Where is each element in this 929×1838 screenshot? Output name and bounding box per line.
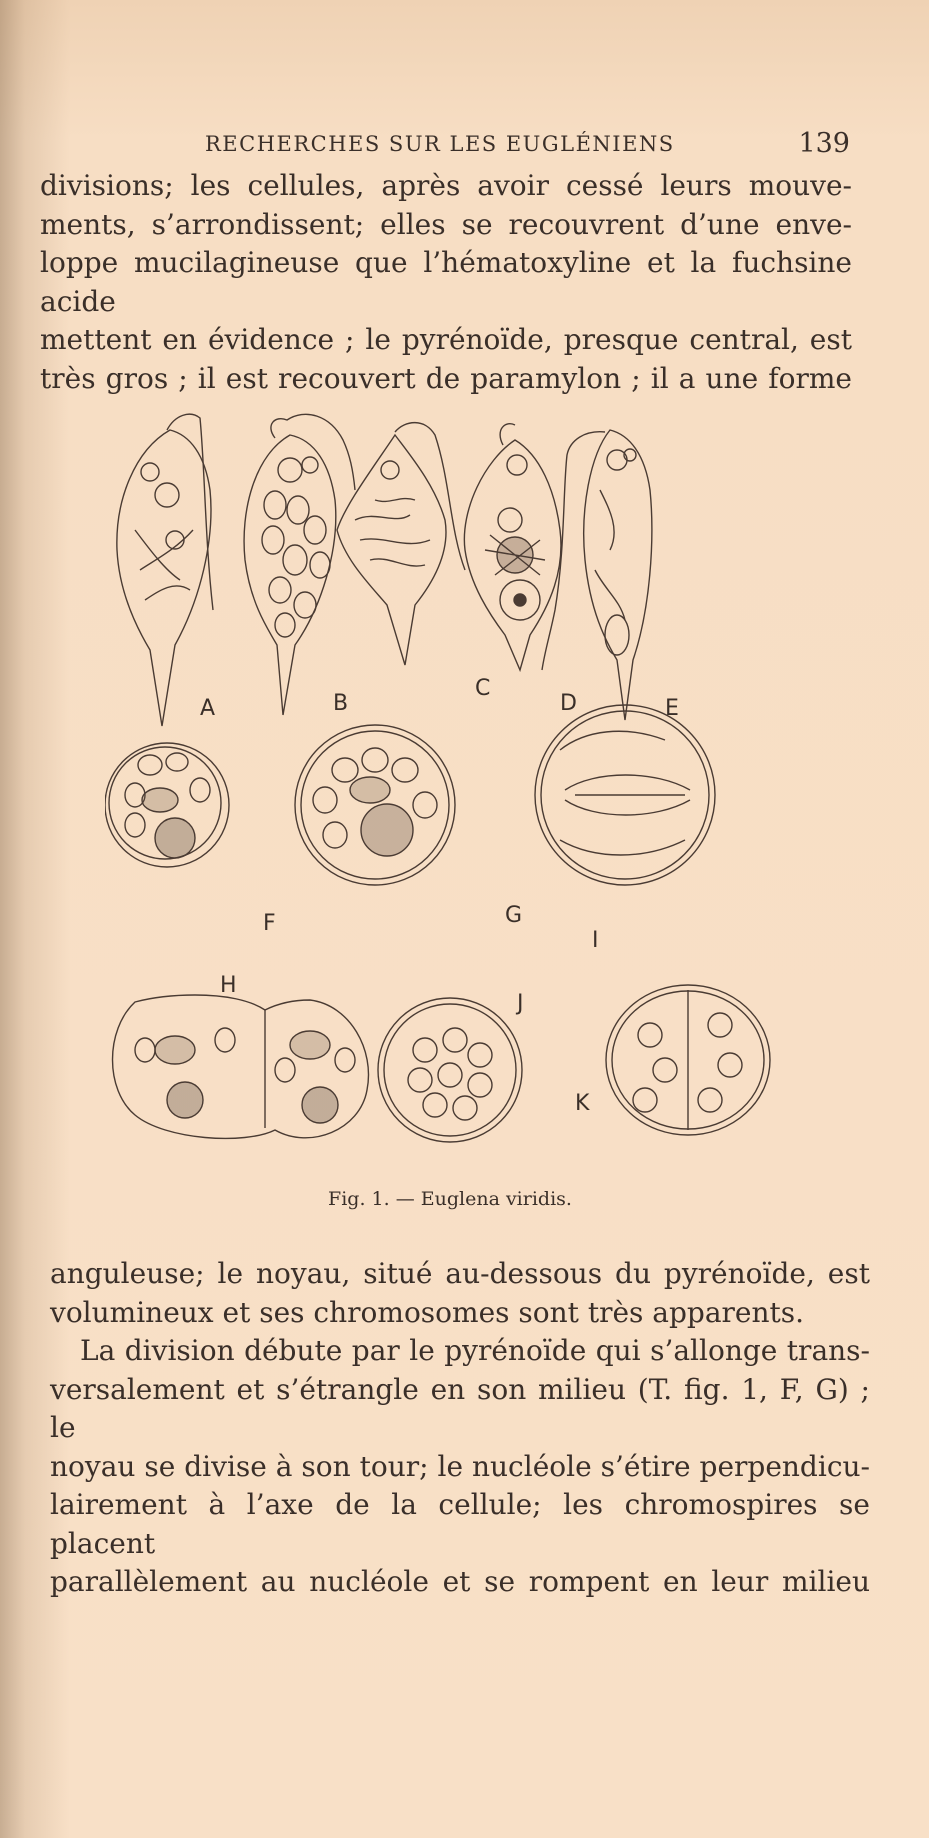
figure-illustration xyxy=(105,410,785,1160)
label-i: I xyxy=(592,928,599,953)
running-title: RECHERCHES SUR LES EUGLÉNIENS xyxy=(205,132,675,156)
running-header xyxy=(200,128,850,162)
label-f: F xyxy=(263,911,276,936)
cell-j-drawing xyxy=(378,998,522,1142)
cell-b-drawing xyxy=(244,414,355,715)
page-number: 139 xyxy=(798,128,850,159)
label-a: A xyxy=(200,696,216,721)
text-line: noyau se divise à son tour; le nucléole s’étire perpendicu- xyxy=(50,1449,870,1483)
cell-c-drawing xyxy=(337,423,465,665)
label-j: J xyxy=(517,991,524,1016)
text-line: parallèlement au nucléole et se rompent en leur milieu xyxy=(50,1565,870,1598)
label-b: B xyxy=(333,691,349,716)
top-paragraph xyxy=(40,167,852,398)
cell-i-drawing xyxy=(535,705,715,885)
label-g: G xyxy=(505,903,523,928)
label-e: E xyxy=(665,696,679,721)
label-k: K xyxy=(575,1091,590,1116)
text-line: La division débute par le pyrénoïde qui s’allonge trans- xyxy=(80,1334,870,1367)
text-line: lairement à l’axe de la cellule; les chromospires se placent xyxy=(50,1488,870,1560)
text-line: très gros ; il est recouvert de paramylon ; il a une forme xyxy=(40,361,852,395)
cell-k-drawing xyxy=(606,985,770,1135)
cell-h-drawing xyxy=(113,995,369,1138)
text-line: loppe mucilagineuse que l’hématoxyline et la fuchsine acide xyxy=(40,246,852,318)
text-line: ments, s’arrondissent; elles se recouvrent d’une enve- xyxy=(40,207,852,241)
caption-text: — Euglena viridis. xyxy=(395,1188,572,1210)
figure-caption xyxy=(280,1188,620,1210)
cell-d-drawing xyxy=(464,424,561,670)
cell-f-drawing xyxy=(105,743,229,867)
text-line: anguleuse; le noyau, situé au-dessous du pyrénoïde, est xyxy=(50,1257,870,1290)
label-c: C xyxy=(475,676,491,701)
text-line: versalement et s’étrangle en son milieu (T. fig. 1, F, G) ; le xyxy=(50,1372,870,1444)
figure-euglena xyxy=(105,410,785,1160)
bottom-paragraphs xyxy=(50,1255,870,1602)
cell-a-drawing xyxy=(117,414,216,726)
label-d: D xyxy=(560,691,577,716)
text-line: volumineux et ses chromosomes sont très apparents. xyxy=(50,1295,805,1329)
cell-g-drawing xyxy=(295,725,455,885)
text-line: divisions; les cellules, après avoir cessé leurs mouve- xyxy=(40,169,852,202)
cell-e-drawing xyxy=(542,430,652,720)
text-line: mettent en évidence ; le pyrénoïde, presque central, est xyxy=(40,323,852,356)
label-h: H xyxy=(220,973,237,998)
caption-prefix: Fig. 1. xyxy=(328,1188,390,1210)
